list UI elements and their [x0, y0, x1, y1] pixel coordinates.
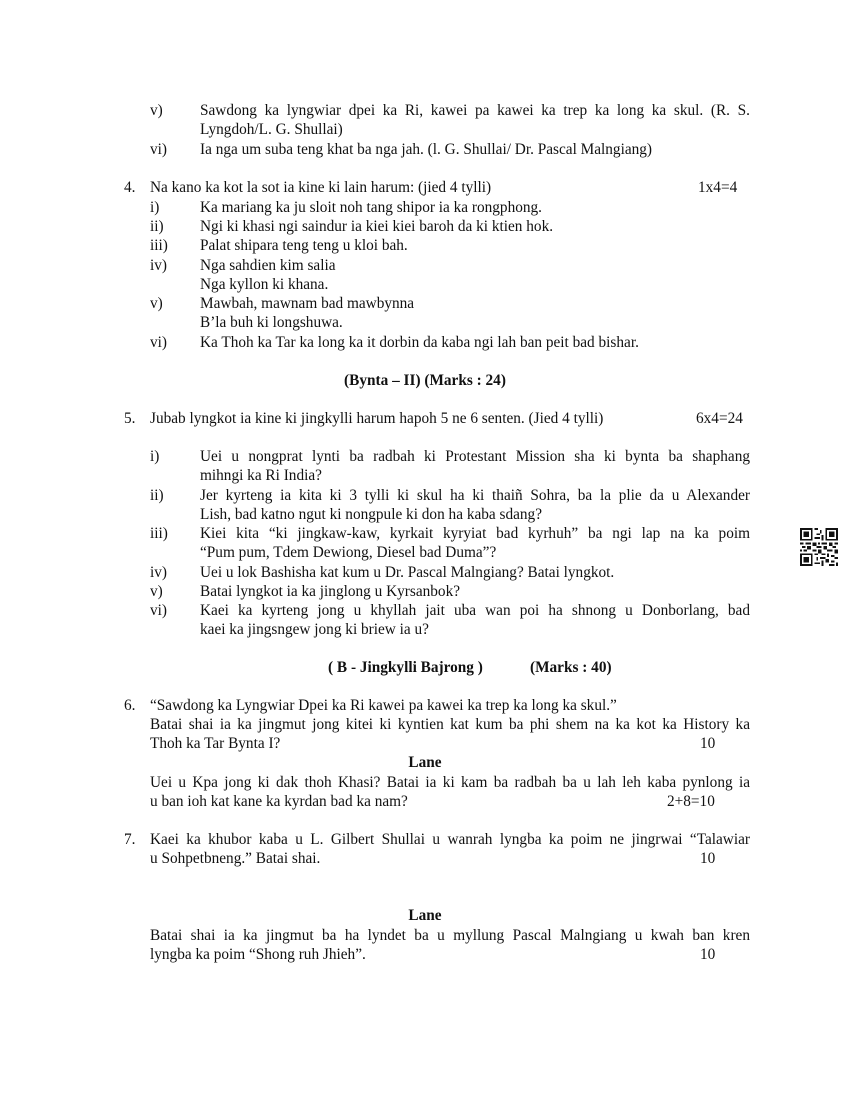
item-number: iii)	[150, 237, 168, 254]
item-text: Jer kyrteng ia kita ki 3 tylli ki skul ha ki thaiñ Sohra, ba la plie da u Alexander	[200, 487, 750, 504]
item-text: Kaei ka kyrteng jong u khyllah jait uba wan poi ha shnong u Donborlang, bad	[200, 602, 750, 619]
marks: 10	[700, 850, 716, 867]
item-text: Batai lyngkot ia ka jinglong u Kyrsanbok?	[200, 583, 461, 600]
alt-question-text: Batai shai ia ka jingmut ba ha lyndet ba u myllung Pascal Malngiang u kwah ban kren	[150, 927, 750, 944]
item-number: vi)	[150, 602, 167, 619]
item-text-cont: “Pum pum, Tdem Dewiong, Diesel bad Duma”?	[200, 544, 497, 561]
item-number: ii)	[150, 218, 164, 235]
question-number: 5.	[124, 410, 136, 427]
item-text-cont: mihngi ka Ri India?	[200, 467, 322, 484]
marks: 1x4=4	[698, 179, 738, 196]
item-text-cont: Lyngdoh/L. G. Shullai)	[200, 121, 343, 138]
alt-marks: 10	[700, 946, 716, 963]
item-text: Ka mariang ka ju sloit noh tang shipor ia ka rongphong.	[200, 199, 542, 216]
alt-question-text-cont: u ban ioh kat kane ka kyrdan bad ka nam?	[150, 793, 408, 810]
section-heading-bynta-2: (Bynta – II) (Marks : 24)	[344, 372, 506, 389]
item-text: Ngi ki khasi ngi saindur ia kiei kiei baroh da ki ktien hok.	[200, 218, 554, 235]
or-label: Lane	[408, 754, 442, 771]
section-b-marks: (Marks : 40)	[530, 659, 612, 676]
question-number: 4.	[124, 179, 136, 196]
question-number: 7.	[124, 831, 136, 848]
item-number: iv)	[150, 564, 167, 581]
item-text: Ia nga um suba teng khat ba nga jah. (l. G. Shullai/ Dr. Pascal Malngiang)	[200, 141, 653, 158]
item-text-cont: B’la buh ki longshuwa.	[200, 314, 343, 331]
alt-marks: 2+8=10	[667, 793, 715, 810]
item-text-cont: kaei ka jingsngew jong ki briew ia u?	[200, 621, 429, 638]
item-number: vi)	[150, 141, 167, 158]
marks: 10	[700, 735, 716, 752]
qr-code-icon	[800, 528, 838, 566]
item-text: Sawdong ka lyngwiar dpei ka Ri, kawei pa kawei ka trep ka long ka skul. (R. S.	[200, 102, 750, 119]
item-text: Ka Thoh ka Tar ka long ka it dorbin da kaba ngi lah ban peit bad bishar.	[200, 334, 639, 351]
item-number: v)	[150, 583, 163, 600]
item-text: Kiei kita “ki jingkaw-kaw, kyrkait kyryiat bad kyrhuh” ba ngi lap na ka poim	[200, 525, 750, 542]
question-quote: “Sawdong ka Lyngwiar Dpei ka Ri kawei pa kawei ka trep ka long ka skul.”	[150, 697, 617, 714]
section-b-title: ( B - Jingkylli Bajrong )	[328, 659, 483, 676]
item-text-cont: Lish, bad katno ngut ki nongpule ki don ha kaba sdang?	[200, 506, 542, 523]
item-text: Uei u nongprat lynti ba radbah ki Protestant Mission sha ki bynta ba shaphang	[200, 448, 750, 465]
item-number: i)	[150, 199, 160, 216]
item-text: Palat shipara teng teng u kloi bah.	[200, 237, 408, 254]
item-number: i)	[150, 448, 160, 465]
item-text: Uei u lok Bashisha kat kum u Dr. Pascal Malngiang? Batai lyngkot.	[200, 564, 615, 581]
alt-question-text-cont: lyngba ka poim “Shong ruh Jhieh”.	[150, 946, 366, 963]
item-number: v)	[150, 102, 163, 119]
question-text-cont: Thoh ka Tar Bynta I?	[150, 735, 281, 752]
item-number: ii)	[150, 487, 164, 504]
question-text-cont: u Sohpetbneng.” Batai shai.	[150, 850, 321, 867]
item-number: iv)	[150, 257, 167, 274]
item-number: v)	[150, 295, 163, 312]
item-number: vi)	[150, 334, 167, 351]
question-text: Jubab lyngkot ia kine ki jingkylli harum hapoh 5 ne 6 senten. (Jied 4 tylli)	[150, 410, 604, 427]
item-text: Nga sahdien kim salia	[200, 257, 336, 274]
alt-question-text: Uei u Kpa jong ki dak thoh Khasi? Batai ia ki kam ba radbah ba u lah leh kaba pynlong ia	[150, 774, 750, 791]
question-text: Na kano ka kot la sot ia kine ki lain harum: (jied 4 tylli)	[150, 179, 492, 196]
or-label: Lane	[408, 907, 442, 924]
item-text-cont: Nga kyllon ki khana.	[200, 276, 329, 293]
question-text: Kaei ka khubor kaba u L. Gilbert Shullai u wanrah lyngba ka poim ne jingrwai “Talawiar	[150, 831, 750, 848]
question-number: 6.	[124, 697, 136, 714]
item-number: iii)	[150, 525, 168, 542]
marks: 6x4=24	[696, 410, 743, 427]
item-text: Mawbah, mawnam bad mawbynna	[200, 295, 415, 312]
question-text: Batai shai ia ka jingmut jong kitei ki kyntien kat kum ba phi shem na ka kot ka History ka	[150, 716, 750, 733]
